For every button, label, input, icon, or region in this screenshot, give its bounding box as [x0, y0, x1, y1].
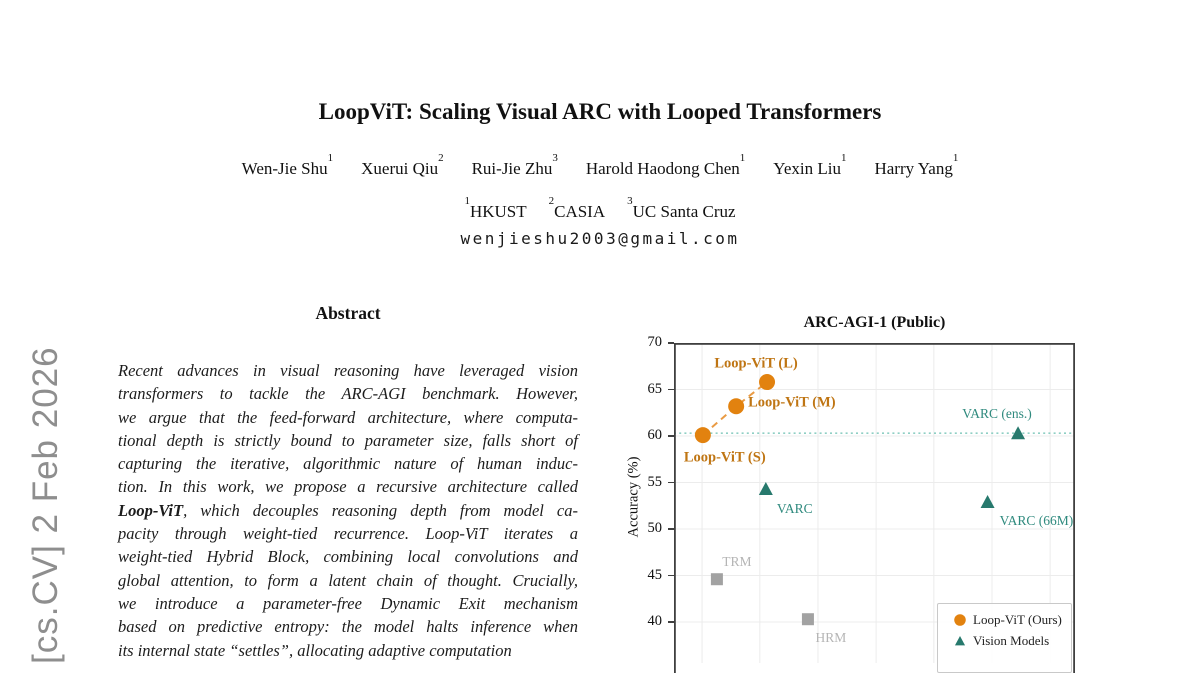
- abstract-text: global attention, to form a latent chain of thought. Crucially,: [118, 570, 578, 590]
- legend-label: Vision Models: [973, 632, 1050, 648]
- author-name: Yexin Liu$^1$: [773, 152, 847, 178]
- arxiv-stamp: [cs.CV] 2 Feb 2026: [26, 346, 65, 664]
- data-point-varc: [759, 482, 773, 495]
- abstract-line: [118, 592, 578, 615]
- legend-label: Loop-ViT (Ours): [973, 611, 1062, 627]
- y-tick-label: 40: [647, 613, 662, 629]
- author-affil-superscript: 1: [840, 152, 847, 165]
- author-list: [0, 152, 1200, 179]
- abstract-body: [118, 359, 578, 662]
- data-point-trm: [711, 573, 723, 585]
- point-label: VARC (66M): [999, 513, 1074, 529]
- y-tick-label: 55: [647, 473, 662, 490]
- legend-entry: [938, 630, 1071, 651]
- affiliation-superscript: 1: [464, 195, 470, 208]
- abstract-text: we argue that the feed-forward architecture, where computa-: [118, 407, 578, 427]
- point-label: HRM: [815, 630, 847, 646]
- abstract-text: tional depth is strictly bound to parameter size, falls short of: [118, 430, 578, 450]
- abstract-line: [118, 499, 578, 522]
- y-tick-label: 65: [647, 380, 662, 397]
- abstract-line: [118, 639, 578, 662]
- abstract-line: [118, 359, 578, 382]
- point-label: VARC: [776, 501, 813, 516]
- abstract-text: we introduce a parameter-free Dynamic Exit mechanism: [118, 593, 578, 613]
- abstract-text: its internal state “settles”, allocating adaptive computation: [118, 640, 512, 660]
- point-label: Loop-ViT (L): [714, 355, 798, 372]
- data-point-loop-vit-s-: [695, 427, 711, 443]
- author-name: Xuerui Qiu$^2$: [361, 152, 444, 178]
- point-label: TRM: [722, 554, 752, 570]
- author-affil-superscript: 3: [552, 152, 558, 165]
- author-name: Harry Yang$^1$: [874, 152, 959, 178]
- abstract-line: [118, 545, 578, 568]
- data-point-hrm: [802, 613, 814, 625]
- author-affil-superscript: 1: [952, 152, 959, 165]
- y-tick-label: 50: [647, 520, 662, 536]
- abstract-bold-term: Loop-ViT: [118, 500, 184, 520]
- y-tick-label: 45: [647, 566, 662, 583]
- legend-entry: [938, 609, 1071, 630]
- abstract-line: [118, 452, 578, 475]
- abstract-heading: Abstract: [315, 303, 381, 323]
- legend-circle-icon: [947, 613, 973, 627]
- point-label: Loop-ViT (M): [748, 394, 836, 411]
- abstract-line: [118, 382, 578, 405]
- point-label: VARC (ens.): [962, 406, 1032, 422]
- author-affil-superscript: 1: [739, 152, 746, 165]
- affiliation-superscript: 3: [627, 195, 633, 208]
- affiliation: $^2$CASIA: [548, 195, 606, 221]
- y-axis-label: Accuracy (%): [625, 456, 642, 538]
- abstract-text: capturing the iterative, algorithmic nature of human induc-: [118, 454, 578, 474]
- author-affil-superscript: 2: [438, 152, 444, 165]
- author-name: Harold Haodong Chen$^1$: [585, 152, 746, 178]
- chart-title: ARC-AGI-1 (Public): [803, 314, 946, 331]
- chart-legend: [937, 603, 1072, 673]
- abstract-text: based on predictive entropy: the model halts inference when: [118, 617, 578, 637]
- abstract-line: [118, 569, 578, 592]
- affiliation: $^3$UC Santa Cruz: [627, 195, 736, 221]
- affiliation-superscript: 2: [548, 195, 555, 208]
- legend-marker-shape: [954, 614, 966, 626]
- data-point-loop-vit-l-: [759, 374, 775, 390]
- legend-marker-shape: [955, 635, 965, 644]
- legend-marker-svg: [953, 613, 967, 627]
- abstract-text: , which decouples reasoning depth from model ca-: [183, 500, 578, 520]
- abstract-text: weight-tied Hybrid Block, combining local convolutions and: [118, 547, 578, 567]
- affiliation: $^1$HKUST: [464, 195, 527, 221]
- affiliation-list: [0, 195, 1200, 222]
- abstract-line: [118, 522, 578, 545]
- y-tick-label: 60: [647, 427, 662, 443]
- legend-marker-svg: [953, 634, 967, 648]
- author-affil-superscript: 1: [327, 152, 334, 165]
- point-label: Loop-ViT (S): [683, 449, 766, 466]
- abstract-line: [118, 429, 578, 452]
- abstract-line: [118, 615, 578, 638]
- abstract-text: pacity through weight-tied recurrence. Loop-ViT iterates a: [118, 524, 578, 544]
- paper-title: LoopViT: Scaling Visual ARC with Looped Transformers: [318, 99, 882, 124]
- author-name: Rui-Jie Zhu$^3$: [471, 152, 558, 178]
- contact-email: wenjieshu2003@gmail.com: [460, 229, 740, 248]
- abstract-text: tion. In this work, we propose a recursive architecture called: [118, 477, 578, 497]
- data-point-loop-vit-m-: [728, 398, 744, 414]
- abstract-text: Recent advances in visual reasoning have leveraged vision: [118, 361, 578, 380]
- abstract-text: transformers to tackle the ARC-AGI benchmark. However,: [118, 384, 578, 404]
- abstract-line: [118, 406, 578, 429]
- legend-triangle-icon: [947, 634, 973, 648]
- y-tick-label: 70: [647, 334, 662, 350]
- author-name: Wen-Jie Shu$^1$: [241, 152, 334, 178]
- abstract-line: [118, 475, 578, 498]
